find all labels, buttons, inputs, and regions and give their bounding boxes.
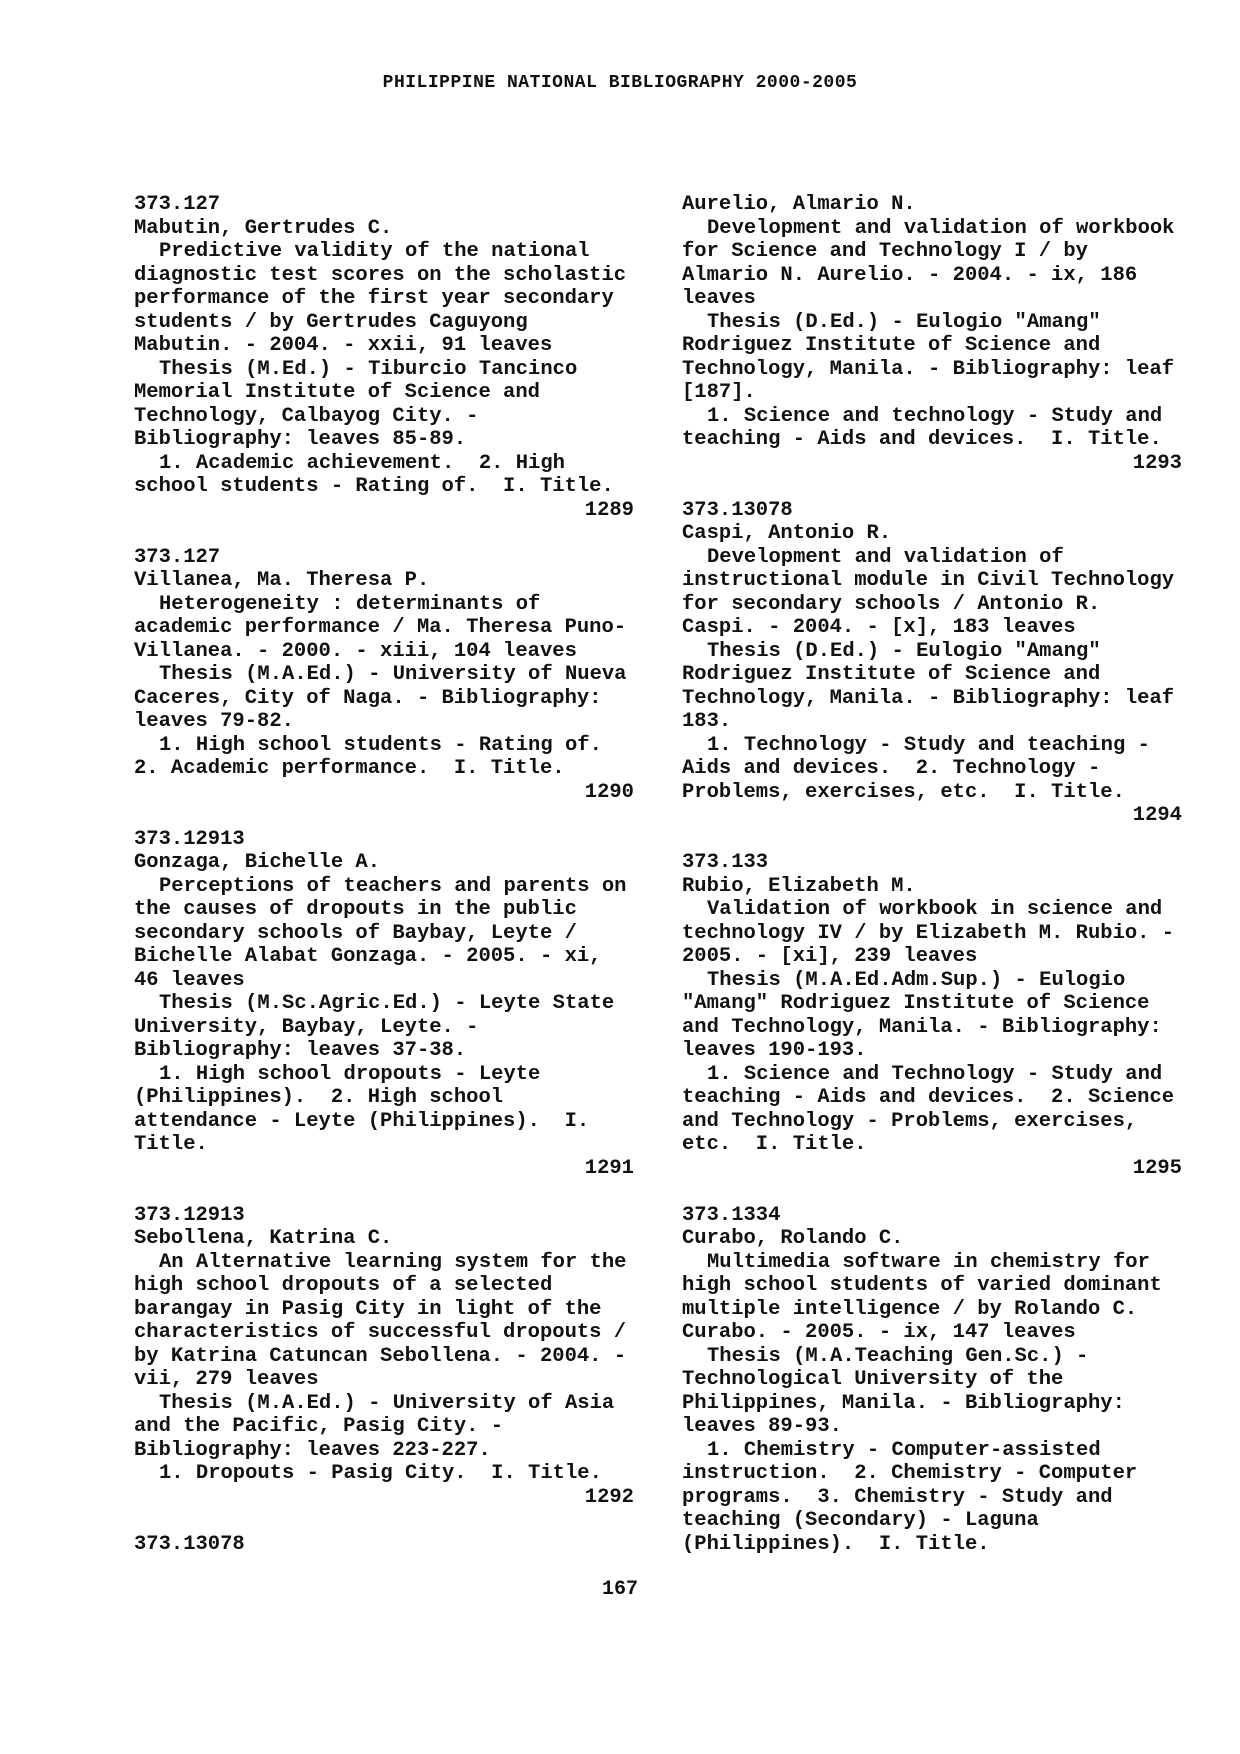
- entry-line: 1. Science and Technology - Study and: [707, 1062, 1163, 1086]
- entry-line: high school dropouts of a selected: [134, 1274, 553, 1297]
- entry-line: 46 leaves: [134, 968, 245, 992]
- entry-line: 1. High school dropouts - Leyte: [159, 1062, 541, 1086]
- entry-line: Validation of workbook in science and: [707, 898, 1163, 921]
- entry-line: instructional module in Civil Technology: [682, 569, 1175, 592]
- entry-line: barangay in Pasig City in light of the: [134, 1297, 602, 1321]
- entry-line: Memorial Institute of Science and: [134, 381, 540, 404]
- entry-line: leaves: [682, 287, 756, 310]
- entry-line: Perceptions of teachers and parents on: [159, 874, 627, 898]
- entry-line: Rodriguez Institute of Science and: [682, 663, 1101, 686]
- entry-spacer: [682, 1180, 1182, 1204]
- entry-line: performance of the first year secondary: [134, 287, 614, 310]
- entry-line: 2005. - [xi], 239 leaves: [682, 945, 978, 968]
- entry-line: leaves 89-93.: [682, 1415, 842, 1438]
- page-number: 167: [601, 1578, 638, 1601]
- entry-line: characteristics of successful dropouts /: [134, 1321, 627, 1344]
- entry-line: Bibliography: leaves 85-89.: [134, 428, 467, 451]
- entry-line: Sebollena, Katrina C.: [134, 1227, 393, 1250]
- entry-line: Caceres, City of Naga. - Bibliography:: [134, 686, 602, 710]
- entry-line: for secondary schools / Antonio R.: [682, 592, 1101, 616]
- entry-line: Almario N. Aurelio. - 2004. - ix, 186: [682, 263, 1138, 287]
- entry-line: technology IV / by Elizabeth M. Rubio. -: [682, 921, 1175, 945]
- entry-line: vii, 279 leaves: [134, 1368, 319, 1391]
- entry-line: Aurelio, Almario N.: [682, 193, 916, 216]
- entry-line: leaves 79-82.: [134, 710, 294, 733]
- entry-spacer: [682, 828, 1182, 852]
- entry-line: 183.: [682, 710, 732, 733]
- entry-line: (Philippines). I. Title.: [682, 1532, 990, 1556]
- entry-number: 1292: [584, 1485, 634, 1509]
- entry-line: Rodriguez Institute of Science and: [682, 334, 1101, 357]
- entry-line: An Alternative learning system for the: [159, 1250, 627, 1274]
- entry-line: Thesis (D.Ed.) - Eulogio "Amang": [707, 310, 1101, 334]
- entry-line: teaching - Aids and devices. I. Title.: [682, 428, 1162, 451]
- entry-line: Villanea. - 2000. - xiii, 104 leaves: [134, 639, 577, 663]
- entry-line: "Amang" Rodriguez Institute of Science: [682, 992, 1150, 1015]
- entry-line: 1. Chemistry - Computer-assisted: [707, 1438, 1101, 1462]
- entry-line: 1. Science and technology - Study and: [707, 404, 1163, 428]
- entry-line: students / by Gertrudes Caguyong: [134, 310, 528, 334]
- entry-line: Caspi, Antonio R.: [682, 522, 892, 545]
- entry-line: Thesis (M.A.Ed.) - University of Asia: [159, 1391, 615, 1415]
- entry-number: 1290: [584, 780, 634, 804]
- entry-line: Technology, Manila. - Bibliography: leaf: [682, 686, 1175, 710]
- entry-line: Multimedia software in chemistry for: [707, 1250, 1150, 1274]
- entry-line: Thesis (M.A.Teaching Gen.Sc.) -: [707, 1344, 1089, 1368]
- entry-line: the causes of dropouts in the public: [134, 898, 577, 921]
- entry-line: Bibliography: leaves 223-227.: [134, 1438, 491, 1462]
- entry-spacer: [134, 1509, 634, 1533]
- entry-line: Gonzaga, Bichelle A.: [134, 851, 381, 874]
- entry-line: Rubio, Elizabeth M.: [682, 874, 916, 898]
- entry-line: Mabutin, Gertrudes C.: [134, 216, 393, 240]
- entry-line: academic performance / Ma. Theresa Puno-: [134, 616, 627, 639]
- entry-line: Mabutin. - 2004. - xxii, 91 leaves: [134, 334, 553, 357]
- entry-line: Technological University of the: [682, 1368, 1064, 1391]
- entry-line: teaching (Secondary) - Laguna: [682, 1509, 1039, 1532]
- entry-line: 373.133: [682, 851, 769, 874]
- entry-line: multiple intelligence / by Rolando C.: [682, 1297, 1138, 1321]
- entry-line: and the Pacific, Pasig City. -: [134, 1415, 504, 1438]
- entry-line: Development and validation of: [707, 545, 1064, 569]
- entry-line: Philippines, Manila. - Bibliography:: [682, 1391, 1125, 1415]
- entry-line: Villanea, Ma. Theresa P.: [134, 569, 430, 592]
- entry-line: Thesis (M.Ed.) - Tiburcio Tancinco: [159, 357, 578, 381]
- entry-spacer: [682, 475, 1182, 499]
- entry-line: 373.12913: [134, 1203, 245, 1227]
- left-column: [134, 193, 634, 1556]
- entry-line: 373.127: [134, 193, 221, 216]
- entry-line: for Science and Technology I / by: [682, 240, 1088, 263]
- entry-line: 373.12913: [134, 827, 245, 851]
- entry-line: 1. Dropouts - Pasig City. I. Title.: [159, 1462, 602, 1485]
- entry-line: Predictive validity of the national: [159, 240, 590, 263]
- entry-line: (Philippines). 2. High school: [134, 1086, 504, 1109]
- entry-line: Thesis (M.A.Ed.Adm.Sup.) - Eulogio: [707, 968, 1126, 992]
- entry-line: etc. I. Title.: [682, 1133, 867, 1156]
- entry-line: teaching - Aids and devices. 2. Science: [682, 1086, 1175, 1109]
- entry-line: Thesis (D.Ed.) - Eulogio "Amang": [707, 639, 1101, 663]
- entry-line: Heterogeneity : determinants of: [159, 592, 541, 616]
- entry-line: Bichelle Alabat Gonzaga. - 2005. - xi,: [134, 945, 602, 968]
- entry-number: 1293: [1132, 451, 1182, 475]
- entry-spacer: [134, 522, 634, 546]
- entry-spacer: [134, 804, 634, 828]
- entry-line: and Technology - Problems, exercises,: [682, 1109, 1138, 1133]
- entry-line: Technology, Manila. - Bibliography: leaf: [682, 357, 1175, 381]
- entry-spacer: [134, 1180, 634, 1204]
- entry-line: 1. Technology - Study and teaching -: [707, 733, 1150, 757]
- entry-line: Aids and devices. 2. Technology -: [682, 757, 1101, 780]
- entry-line: leaves 190-193.: [682, 1039, 867, 1062]
- entry-number: 1294: [1132, 804, 1182, 827]
- entry-line: programs. 3. Chemistry - Study and: [682, 1485, 1113, 1509]
- entry-line: Technology, Calbayog City. -: [134, 404, 479, 428]
- entry-line: 373.1334: [682, 1203, 781, 1227]
- entry-line: Problems, exercises, etc. I. Title.: [682, 780, 1125, 804]
- entry-line: diagnostic test scores on the scholastic: [134, 263, 627, 287]
- entry-number: 1289: [584, 498, 634, 522]
- right-column: [682, 193, 1182, 1556]
- entry-line: 2. Academic performance. I. Title.: [134, 757, 565, 780]
- entry-line: Thesis (M.Sc.Agric.Ed.) - Leyte State: [159, 992, 615, 1015]
- entry-line: [187].: [682, 381, 756, 404]
- entry-line: Development and validation of workbook: [707, 216, 1175, 240]
- entry-line: high school students of varied dominant: [682, 1274, 1162, 1297]
- entry-line: 373.127: [134, 545, 221, 569]
- page-header: PHILIPPINE NATIONAL BIBLIOGRAPHY 2000-2005: [382, 73, 858, 93]
- entry-line: 373.13078: [134, 1532, 245, 1556]
- entry-line: University, Baybay, Leyte. -: [134, 1015, 479, 1039]
- entry-number: 1291: [584, 1156, 634, 1180]
- entry-line: 1. Academic achievement. 2. High: [159, 451, 565, 475]
- entry-line: school students - Rating of. I. Title.: [134, 475, 614, 498]
- entry-line: Caspi. - 2004. - [x], 183 leaves: [682, 616, 1076, 639]
- entry-line: and Technology, Manila. - Bibliography:: [682, 1015, 1162, 1039]
- entry-line: Title.: [134, 1133, 208, 1156]
- entry-line: 373.13078: [682, 498, 793, 522]
- entry-number: 1295: [1132, 1156, 1182, 1180]
- entry-line: Thesis (M.A.Ed.) - University of Nueva: [159, 663, 627, 686]
- entry-line: Curabo. - 2005. - ix, 147 leaves: [682, 1321, 1076, 1344]
- entry-line: instruction. 2. Chemistry - Computer: [682, 1462, 1138, 1485]
- entry-line: 1. High school students - Rating of.: [159, 733, 602, 757]
- entry-line: attendance - Leyte (Philippines). I.: [134, 1109, 590, 1133]
- entry-line: Curabo, Rolando C.: [682, 1227, 904, 1250]
- entry-line: Bibliography: leaves 37-38.: [134, 1039, 467, 1062]
- entry-line: by Katrina Catuncan Sebollena. - 2004. -: [134, 1344, 627, 1368]
- entry-line: secondary schools of Baybay, Leyte /: [134, 921, 577, 945]
